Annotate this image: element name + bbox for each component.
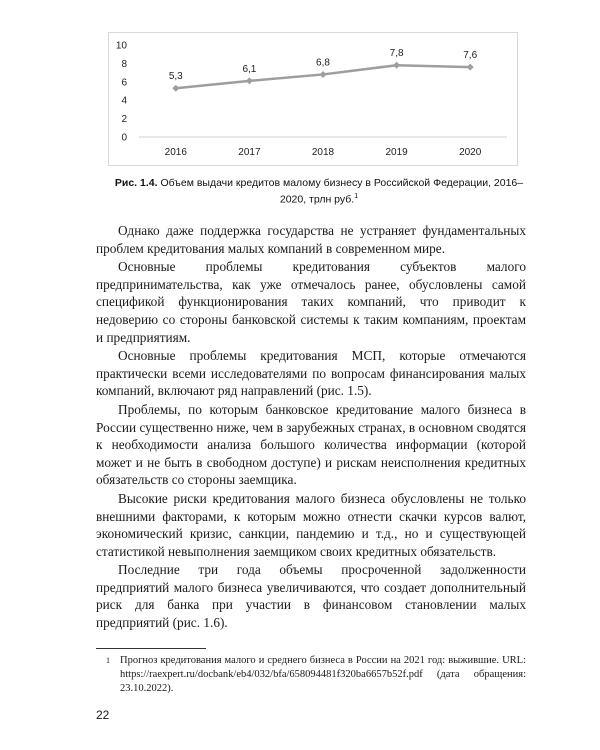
page-number: 22: [96, 708, 110, 722]
paragraph: Однако даже поддержка государства не устраняет фундаментальных проблем кредитования малых компаний в современном мире.: [96, 223, 526, 256]
data-point-marker: [246, 77, 253, 84]
x-tick-label: 2020: [459, 147, 482, 158]
y-tick-label: 4: [121, 95, 127, 107]
y-tick-label: 10: [115, 40, 127, 52]
caption-footnote-ref: 1: [354, 193, 359, 200]
paragraph: Проблемы, по которым банковское кредитование малого бизнеса в России существенно ниже, чем в зарубежных странах, в основном сводятся к необходимости анализа большого количества информации (которой может и не быть в свободном доступе) и рискам неисполнения кредитных обязательств со стороны заемщика.: [96, 401, 526, 488]
caption-text: Объем выдачи кредитов малому бизнесу в Российской Федерации, 2016–2020, трлн руб.: [160, 177, 524, 206]
footnote-divider: [96, 648, 206, 649]
data-point-marker: [467, 64, 474, 71]
paragraph: Последние три года объемы просроченной задолженности предприятий малого бизнеса увеличиваются, что создает дополнительный риск для банка при участии в финансовом становлении малых предприятий (рис. 1.6).: [96, 562, 526, 631]
y-tick-label: 2: [121, 114, 127, 126]
data-label: 7,8: [389, 48, 404, 60]
paragraph: Высокие риски кредитования малого бизнеса обусловлены не только внешними факторами, к которым можно отнести скачки курсов валют, экономический кризис, санкции, пандемию и т.д., но и существующей статистикой невыполнения заемщиком своих кредитных обязательств.: [96, 490, 526, 559]
body-text: [96, 222, 526, 632]
x-tick-label: 2018: [311, 147, 335, 158]
y-tick-label: 6: [121, 77, 127, 89]
figure-caption: [104, 176, 534, 207]
x-tick-label: 2017: [238, 147, 261, 158]
y-tick-label: 0: [121, 132, 127, 144]
data-point-marker: [172, 85, 179, 92]
footnote: [96, 654, 526, 696]
data-point-marker: [393, 62, 400, 69]
paragraph: Основные проблемы кредитования МСП, которые отмечаются практически всеми исследователями по вопросам финансирования малых компаний, включают ряд направлений (рис. 1.5).: [96, 348, 526, 399]
data-point-marker: [320, 71, 327, 78]
x-tick-label: 2016: [164, 147, 187, 158]
y-tick-label: 8: [121, 58, 127, 70]
footnote-mark: 1: [106, 656, 110, 665]
chart-canvas: [109, 33, 517, 165]
data-label: 5,3: [168, 71, 183, 83]
data-label: 6,1: [242, 63, 257, 75]
x-tick-label: 2019: [385, 147, 408, 158]
line-chart: [108, 32, 518, 166]
paragraph: Основные проблемы кредитования субъектов малого предпринимательства, как уже отмечалось ранее, обусловлены самой спецификой функционирования таких компаний, что приводит к недоверию со стороны банковской системы к таким компаниям, проектам и предприятиям.: [96, 259, 526, 345]
data-label: 7,6: [463, 50, 478, 62]
data-label: 6,8: [316, 57, 330, 69]
footnote-text: Прогноз кредитования малого и среднего бизнеса в России на 2021 год: выжившие. URL: https://raexpert.ru/docbank/eb4/032/bfa/658094481f320ba6657b52f.pdf (дата обращения: 23.10.2022).: [120, 655, 526, 694]
caption-label: Рис. 1.4.: [114, 177, 158, 189]
